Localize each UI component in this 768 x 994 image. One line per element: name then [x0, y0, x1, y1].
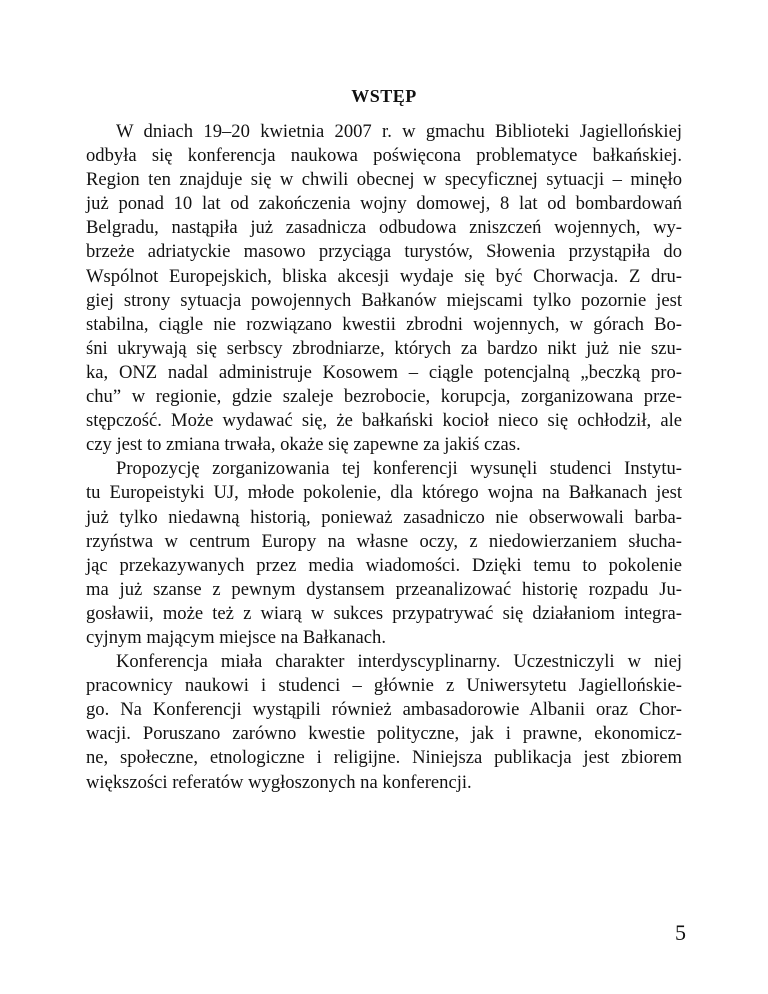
text-line: większości referatów wygłoszonych na konferencji.: [86, 771, 472, 793]
paragraph-3: [86, 650, 682, 795]
text-line: ne, społeczne, etnologiczne i religijne. Niniejsza publikacja jest zbiorem: [86, 747, 682, 769]
text-line: stabilna, ciągle nie rozwiązano kwestii zbrodni wojennych, w górach Bo-: [86, 313, 682, 335]
text-line: odbyła się konferencja naukowa poświęcona problematyce bałkańskiej.: [86, 145, 682, 167]
text-line: go. Na Konferencji wystąpili również ambasadorowie Albanii oraz Chor-: [86, 699, 682, 721]
text-line: wacji. Poruszano zarówno kwestie polityczne, jak i prawne, ekonomicz-: [86, 723, 682, 745]
text-line: rzyństwa w centrum Europy na własne oczy, z niedowierzaniem słucha-: [86, 530, 682, 552]
text-line: brzeże adriatyckie masowo przyciąga turystów, Słowenia przystąpiła do: [86, 241, 682, 263]
text-line: cyjnym mającym miejsce na Bałkanach.: [86, 626, 386, 648]
text-line: giej strony sytuacja powojennych Bałkanów miejscami tylko pozornie jest: [86, 289, 682, 311]
text-line: Belgradu, nastąpiła już zasadnicza odbudowa zniszczeń wojennych, wy-: [86, 217, 682, 239]
page-heading: WSTĘP: [351, 86, 417, 106]
text-line: ka, ONZ nadal administruje Kosowem – ciągle potencjalną „beczką pro-: [86, 361, 682, 383]
text-line: pracownicy naukowi i studenci – głównie z Uniwersytetu Jagiellońskie-: [86, 675, 682, 697]
text-line: Propozycję zorganizowania tej konferencji wysunęli studenci Instytu-: [116, 458, 682, 480]
text-line: chu” w regionie, gdzie szaleje bezrobocie, korupcja, zorganizowana prze-: [86, 386, 682, 408]
text-line: Konferencja miała charakter interdyscyplinarny. Uczestniczyli w niej: [116, 651, 682, 673]
text-line: gosławii, może też z wiarą w sukces przypatrywać się działaniom integra-: [86, 602, 682, 624]
paragraph-2: [86, 457, 682, 650]
text-line: stępczość. Może wydawać się, że bałkański kocioł nieco się ochłodził, ale: [86, 410, 682, 432]
text-line: W dniach 19–20 kwietnia 2007 r. w gmachu Biblioteki Jagiellońskiej: [116, 121, 682, 142]
text-line: Wspólnot Europejskich, bliska akcesji wydaje się być Chorwacja. Z dru-: [86, 265, 682, 287]
text-line: już ponad 10 lat od zakończenia wojny domowej, 8 lat od bombardowań: [86, 193, 682, 215]
text-line: śni ukrywają się serbscy zbrodniarze, których za bardzo nikt już nie szu-: [86, 337, 682, 359]
page-number: 5: [675, 920, 686, 945]
text-line: jąc przekazywanych przez media wiadomości. Dzięki temu to pokolenie: [86, 554, 682, 576]
text-line: ma już szanse z pewnym dystansem przeanalizować historię rozpadu Ju-: [86, 578, 682, 600]
body-text: [86, 120, 682, 795]
paragraph-1: [86, 120, 682, 457]
text-line: czy jest to zmiana trwała, okaże się zapewne za jakiś czas.: [86, 434, 521, 456]
text-line: tu Europeistyki UJ, młode pokolenie, dla którego wojna na Bałkanach jest: [86, 482, 682, 504]
text-line: już tylko niedawną historią, ponieważ zasadniczo nie obserwowali barba-: [86, 506, 682, 528]
text-line: Region ten znajduje się w chwili obecnej w specyficznej sytuacji – minęło: [86, 169, 682, 191]
